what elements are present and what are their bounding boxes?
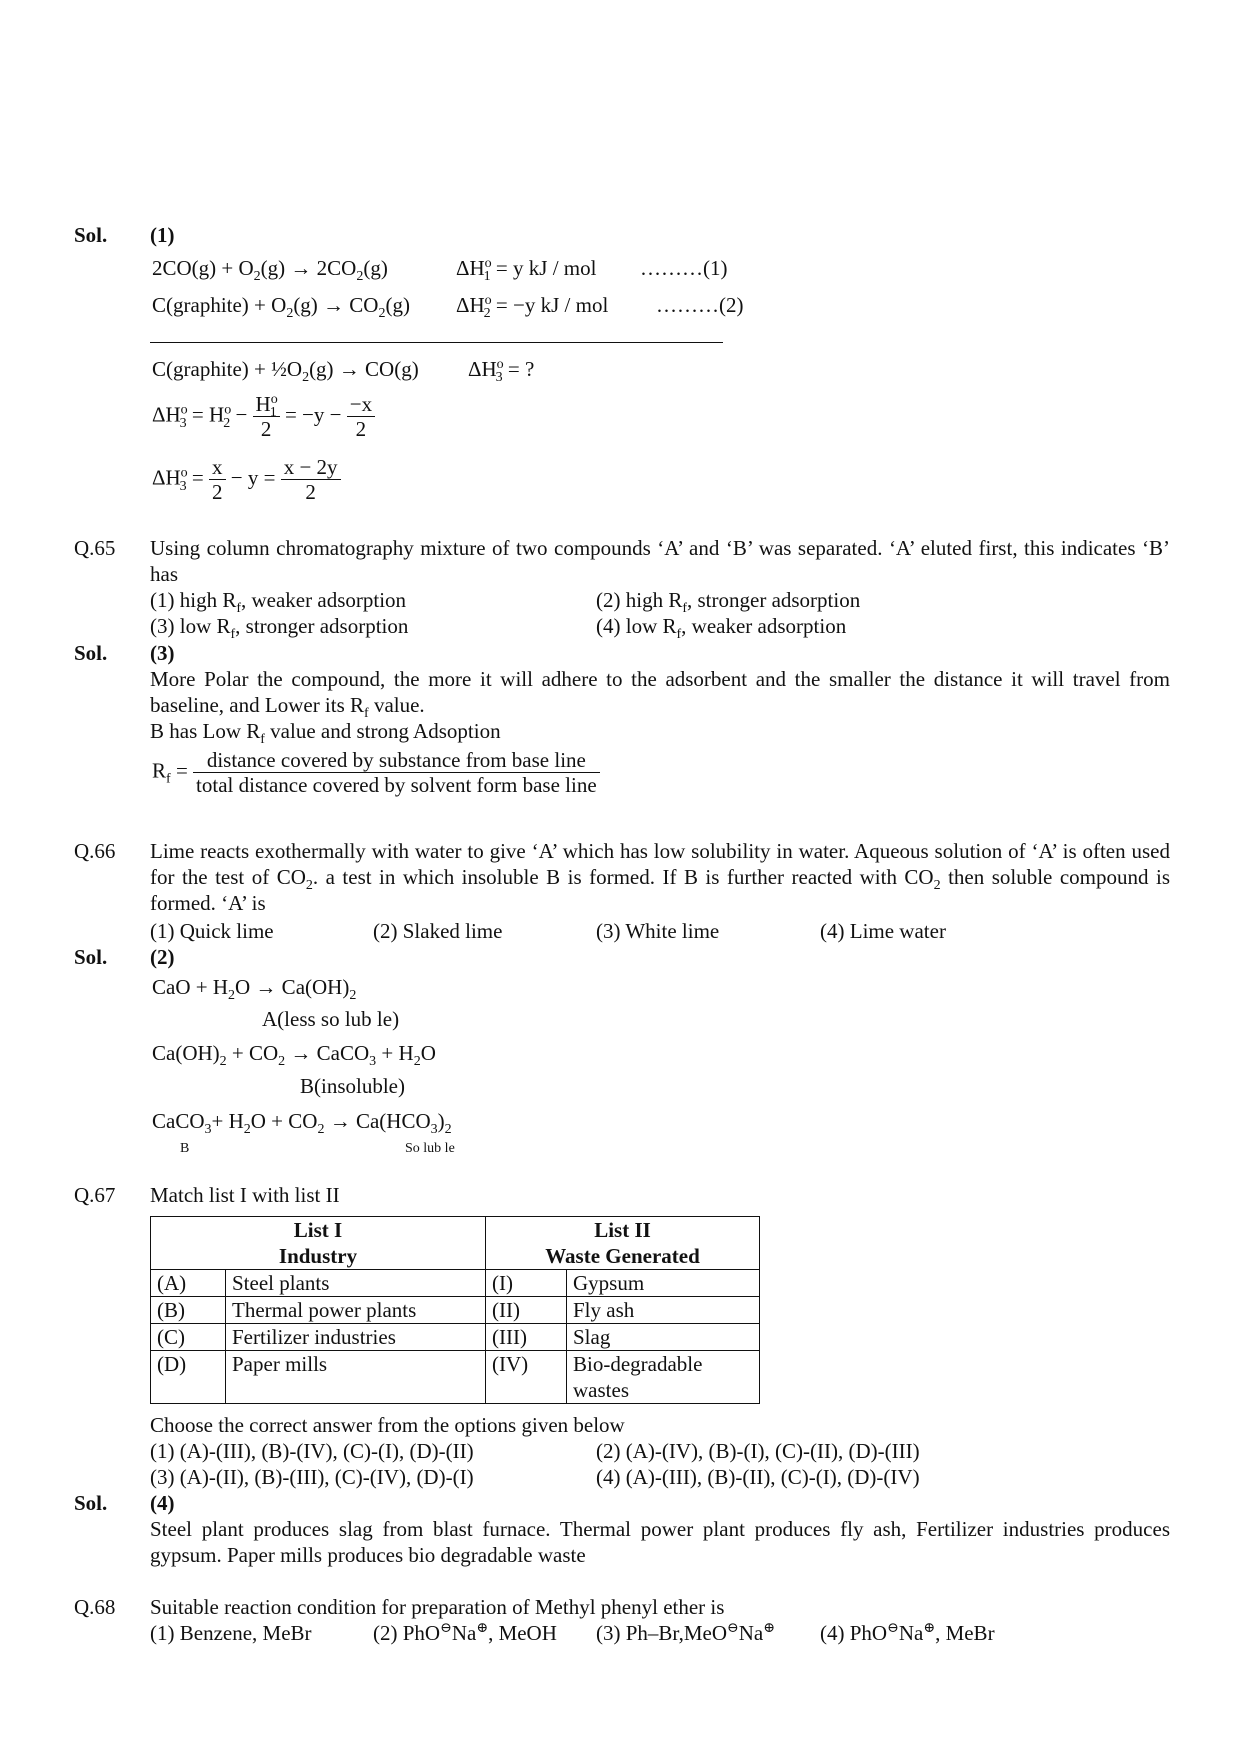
question-text: Suitable reaction condition for preparation of Methyl phenyl ether is: [150, 1595, 725, 1619]
equation-2-enthalpy: $\Delta H^o_2 = -y$ kJ / mol: [456, 293, 609, 322]
list-1-key: (A): [151, 1270, 226, 1297]
equation-1: $2CO(g) + O_2(g) \to 2CO_2(g)$: [152, 256, 388, 285]
list-1-key: (B): [151, 1297, 226, 1324]
question-text: Match list I with list II: [150, 1183, 340, 1207]
table-row: [151, 1297, 760, 1324]
equation-2-tag: ………(2): [656, 293, 744, 317]
option-2: (2) Slaked lime: [373, 919, 503, 943]
sol-answer: (1): [150, 223, 175, 247]
list-2-key: (I): [486, 1270, 567, 1297]
match-table: [150, 1216, 760, 1404]
sol-label: Sol.: [74, 641, 108, 665]
option-2: (2) (A)-(IV), (B)-(I), (C)-(II), (D)-(III): [596, 1439, 920, 1463]
calculation-2: $\Delta H^o_3$ = $\frac{x}{2}$ − y = $\frac{x - 2y}{2}$: [152, 455, 341, 504]
list-2-value: Slag: [567, 1324, 760, 1351]
option-2: (2) PhO⊖Na⊕, MeOH: [373, 1621, 557, 1645]
reaction-1: CaO + $H_2O \to Ca(OH)_2$: [152, 975, 357, 1004]
table-header-row: [151, 1217, 760, 1270]
explanation: Steel plant produces slag from blast furnace. Thermal power plant produces fly ash, Fertilizer industries produces gypsum. Paper mills produces bio degradable waste: [150, 1517, 1170, 1567]
question-number: Q.65: [74, 536, 116, 560]
reaction-1-note: A(less so lub le): [262, 1007, 400, 1031]
question-number: Q.68: [74, 1595, 116, 1619]
list-2-key: (IV): [486, 1351, 567, 1404]
option-4: (4) (A)-(III), (B)-(II), (C)-(I), (D)-(IV): [596, 1465, 920, 1489]
equation-1-tag: ………(1): [640, 256, 728, 280]
equation-1-enthalpy: $\Delta H^o_1 = y$ kJ / mol: [456, 256, 597, 285]
option-1: (1) Benzene, MeBr: [150, 1621, 312, 1645]
option-3: (3) Ph–Br,MeO⊖Na⊕: [596, 1621, 775, 1645]
reaction-3: CaCO$_3$+ $H_2O + CO_2 \to Ca(HCO_3)_2$: [152, 1109, 452, 1138]
sol-label: Sol.: [74, 1491, 108, 1515]
question-text: Using column chromatography mixture of two compounds ‘A’ and ‘B’ was separated. ‘A’ eluted first, this indicates ‘B’ has: [150, 536, 1170, 586]
option-4: (4) Lime water: [820, 919, 946, 943]
option-4: (4) PhO⊖Na⊕, MeBr: [820, 1621, 995, 1645]
question-text: Lime reacts exothermally with water to give ‘A’ which has low solubility in water. Aqueous solution of ‘A’ is often used for the test of $CO_2$. a test in which insoluble B is formed. If B is further reacted with $CO_2$ then soluble compound is formed. ‘A’ is: [150, 839, 1170, 915]
equation-2: C(graphite) + $O_2(g) \to CO_2(g)$: [152, 293, 410, 322]
list-1-key: (C): [151, 1324, 226, 1351]
option-3: (3) low $R_f$, stronger adsorption: [150, 614, 409, 643]
sol-label: Sol.: [74, 223, 108, 247]
equation-3-enthalpy: $\Delta H^o_3$ = ?: [468, 357, 535, 386]
sol-answer: (3): [150, 641, 175, 665]
table-row: [151, 1270, 760, 1297]
sol-label: Sol.: [74, 945, 108, 969]
list-1-value: Thermal power plants: [226, 1297, 486, 1324]
list-1-key: (D): [151, 1351, 226, 1404]
choose-instruction: Choose the correct answer from the options given below: [150, 1413, 625, 1437]
list-2-header: List II Waste Generated: [486, 1217, 760, 1270]
list-2-value: Fly ash: [567, 1297, 760, 1324]
list-2-key: (II): [486, 1297, 567, 1324]
list-2-value: Bio-degradable wastes: [567, 1351, 760, 1404]
question-number: Q.66: [74, 839, 116, 863]
option-1: (1) high $R_f$, weaker adsorption: [150, 588, 407, 617]
reaction-3-note-soluble: So lub le: [405, 1141, 455, 1156]
list-1-value: Fertilizer industries: [226, 1324, 486, 1351]
option-3: (3) White lime: [596, 919, 720, 943]
sol-answer: (2): [150, 945, 175, 969]
question-number: Q.67: [74, 1183, 116, 1207]
table-row: [151, 1324, 760, 1351]
reaction-3-note-b: B: [180, 1141, 190, 1156]
sum-divider: [150, 342, 723, 343]
reaction-2-note: B(insoluble): [300, 1074, 405, 1098]
reaction-2: $Ca(OH)_2 + CO_2$ → CaCO$_3$ + $H_2O$: [152, 1041, 436, 1070]
list-1-value: Paper mills: [226, 1351, 486, 1404]
list-1-header: List I Industry: [151, 1217, 486, 1270]
sol-answer: (4): [150, 1491, 175, 1515]
table-row: [151, 1351, 760, 1404]
list-2-key: (III): [486, 1324, 567, 1351]
list-1-value: Steel plants: [226, 1270, 486, 1297]
equation-3: C(graphite) + $\frac{1}{2}O_2(g) \to CO(g)$: [152, 357, 419, 386]
explanation-2: B has Low $R_f$ value and strong Adsoption: [150, 719, 501, 748]
option-1: (1) Quick lime: [150, 919, 274, 943]
option-1: (1) (A)-(III), (B)-(IV), (C)-(I), (D)-(II): [150, 1439, 474, 1463]
option-3: (3) (A)-(II), (B)-(III), (C)-(IV), (D)-(I): [150, 1465, 474, 1489]
calculation-1: $\Delta H^o_3 = H^o_2$ − $\frac{H^o_1}{2}$ = −y − $\frac{-x}{2}$: [152, 392, 375, 441]
option-4: (4) low $R_f$, weaker adsorption: [596, 614, 847, 643]
rf-formula: $R_f$ = $\frac{\text{distance covered by substance from base line}}{\text{total distance covered by solvent form base line}}$: [152, 748, 600, 797]
option-2: (2) high $R_f$, stronger adsorption: [596, 588, 861, 617]
list-2-value: Gypsum: [567, 1270, 760, 1297]
explanation-1: More Polar the compound, the more it will adhere to the adsorbent and the smaller the distance it will travel from baseline, and Lower its $R_f$ value.: [150, 667, 1170, 722]
